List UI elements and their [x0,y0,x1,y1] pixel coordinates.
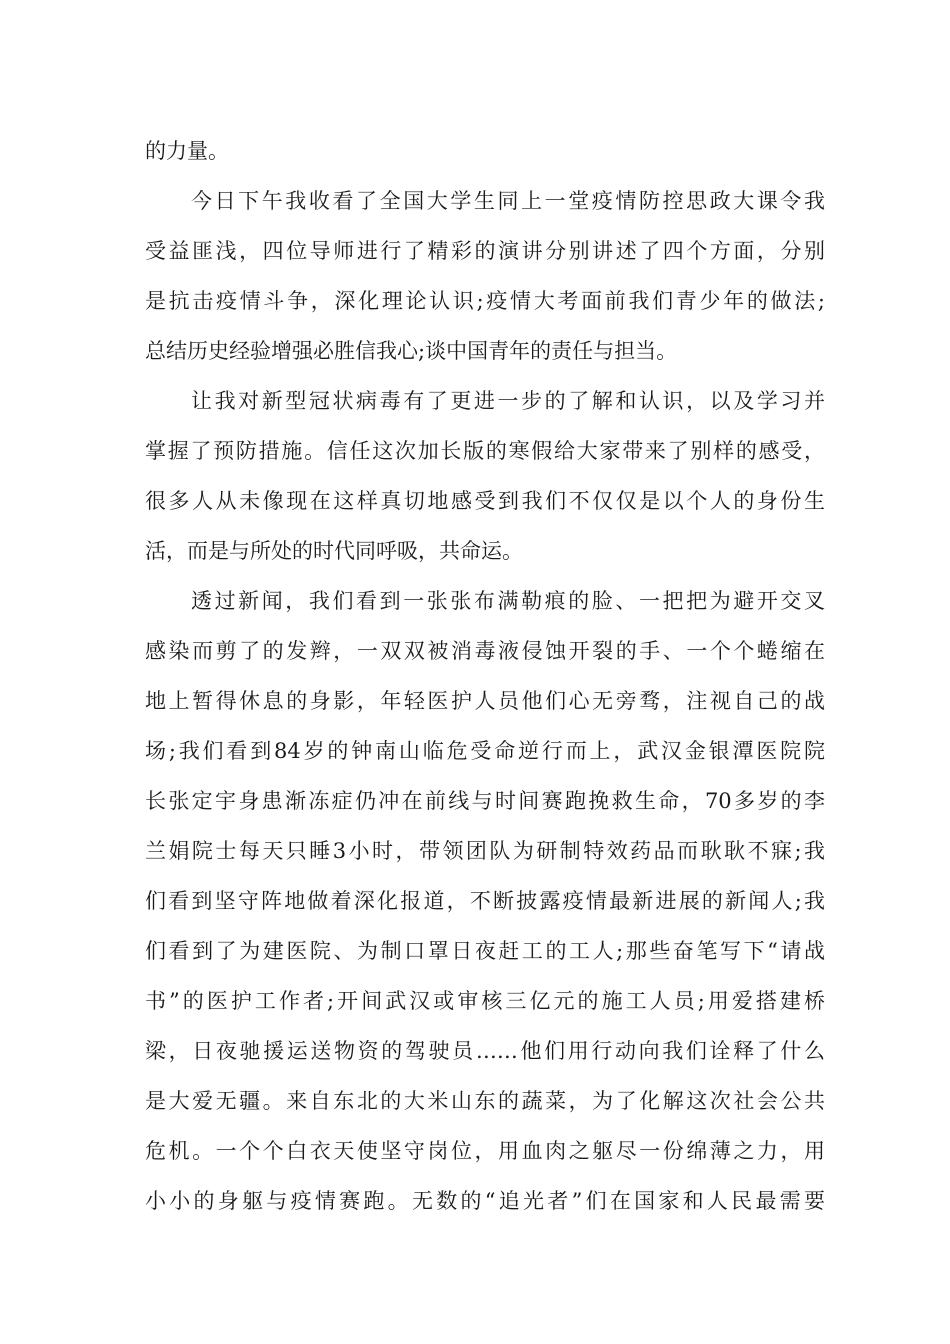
paragraph-3-line-3: 很多人从未像现在这样真切地感受到我们不仅仅是以个人的身份生 [145,489,825,513]
paragraph-4-line-5: 长张定宇身患渐冻症仍冲在前线与时间赛跑挽救生命，70多岁的李 [145,789,825,813]
paragraph-4-line-9: 书”的医护工作者;开间武汉或审核三亿元的施工人员;用爱搭建桥 [145,989,825,1013]
paragraph-2-line-3: 是抗击疫情斗争，深化理论认识;疫情大考面前我们青少年的做法; [145,289,825,313]
paragraph-4-line-6: 兰娟院士每天只睡3小时，带领团队为研制特效药品而耿耿不寐;我 [145,839,825,863]
paragraph-4-line-8: 们看到了为建医院、为制口罩日夜赶工的工人;那些奋笔写下“请战 [145,939,825,963]
paragraph-2-line-2: 受益匪浅，四位导师进行了精彩的演讲分别讲述了四个方面，分别 [145,239,825,263]
paragraph-4-line-3: 地上暂得休息的身影，年轻医护人员他们心无旁骛，注视自己的战 [145,689,825,713]
paragraph-2-line-1: 今日下午我收看了全国大学生同上一堂疫情防控思政大课令我 [191,189,825,213]
paragraph-3-line-2: 掌握了预防措施。信任这次加长版的寒假给大家带来了别样的感受， [145,439,825,463]
paragraph-2-line-4: 总结历史经验增强必胜信我心;谈中国青年的责任与担当。 [145,339,678,363]
paragraph-4-line-2: 感染而剪了的发辫，一双双被消毒液侵蚀开裂的手、一个个蜷缩在 [145,639,825,663]
paragraph-3-line-1: 让我对新型冠状病毒有了更进一步的了解和认识，以及学习并 [191,389,825,413]
paragraph-4-line-10: 梁，日夜驰援运送物资的驾驶员……他们用行动向我们诠释了什么 [145,1039,825,1063]
paragraph-4-line-4: 场;我们看到84岁的钟南山临危受命逆行而上，武汉金银潭医院院 [145,739,825,763]
paragraph-4-line-7: 们看到坚守阵地做着深化报道，不断披露疫情最新进展的新闻人;我 [145,889,825,913]
paragraph-3-line-4: 活，而是与所处的时代同呼吸，共命运。 [145,539,523,563]
paragraph-1-line-1: 的力量。 [145,139,229,163]
paragraph-4-line-12: 危机。一个个白衣天使坚守岗位，用血肉之躯尽一份绵薄之力，用 [145,1139,825,1163]
paragraph-4-line-11: 是大爱无疆。来自东北的大米山东的蔬菜，为了化解这次社会公共 [145,1089,825,1113]
paragraph-4-line-13: 小小的身躯与疫情赛跑。无数的“追光者”们在国家和人民最需要 [145,1189,825,1213]
paragraph-4-line-1: 透过新闻，我们看到一张张布满勒痕的脸、一把把为避开交叉 [191,589,825,613]
